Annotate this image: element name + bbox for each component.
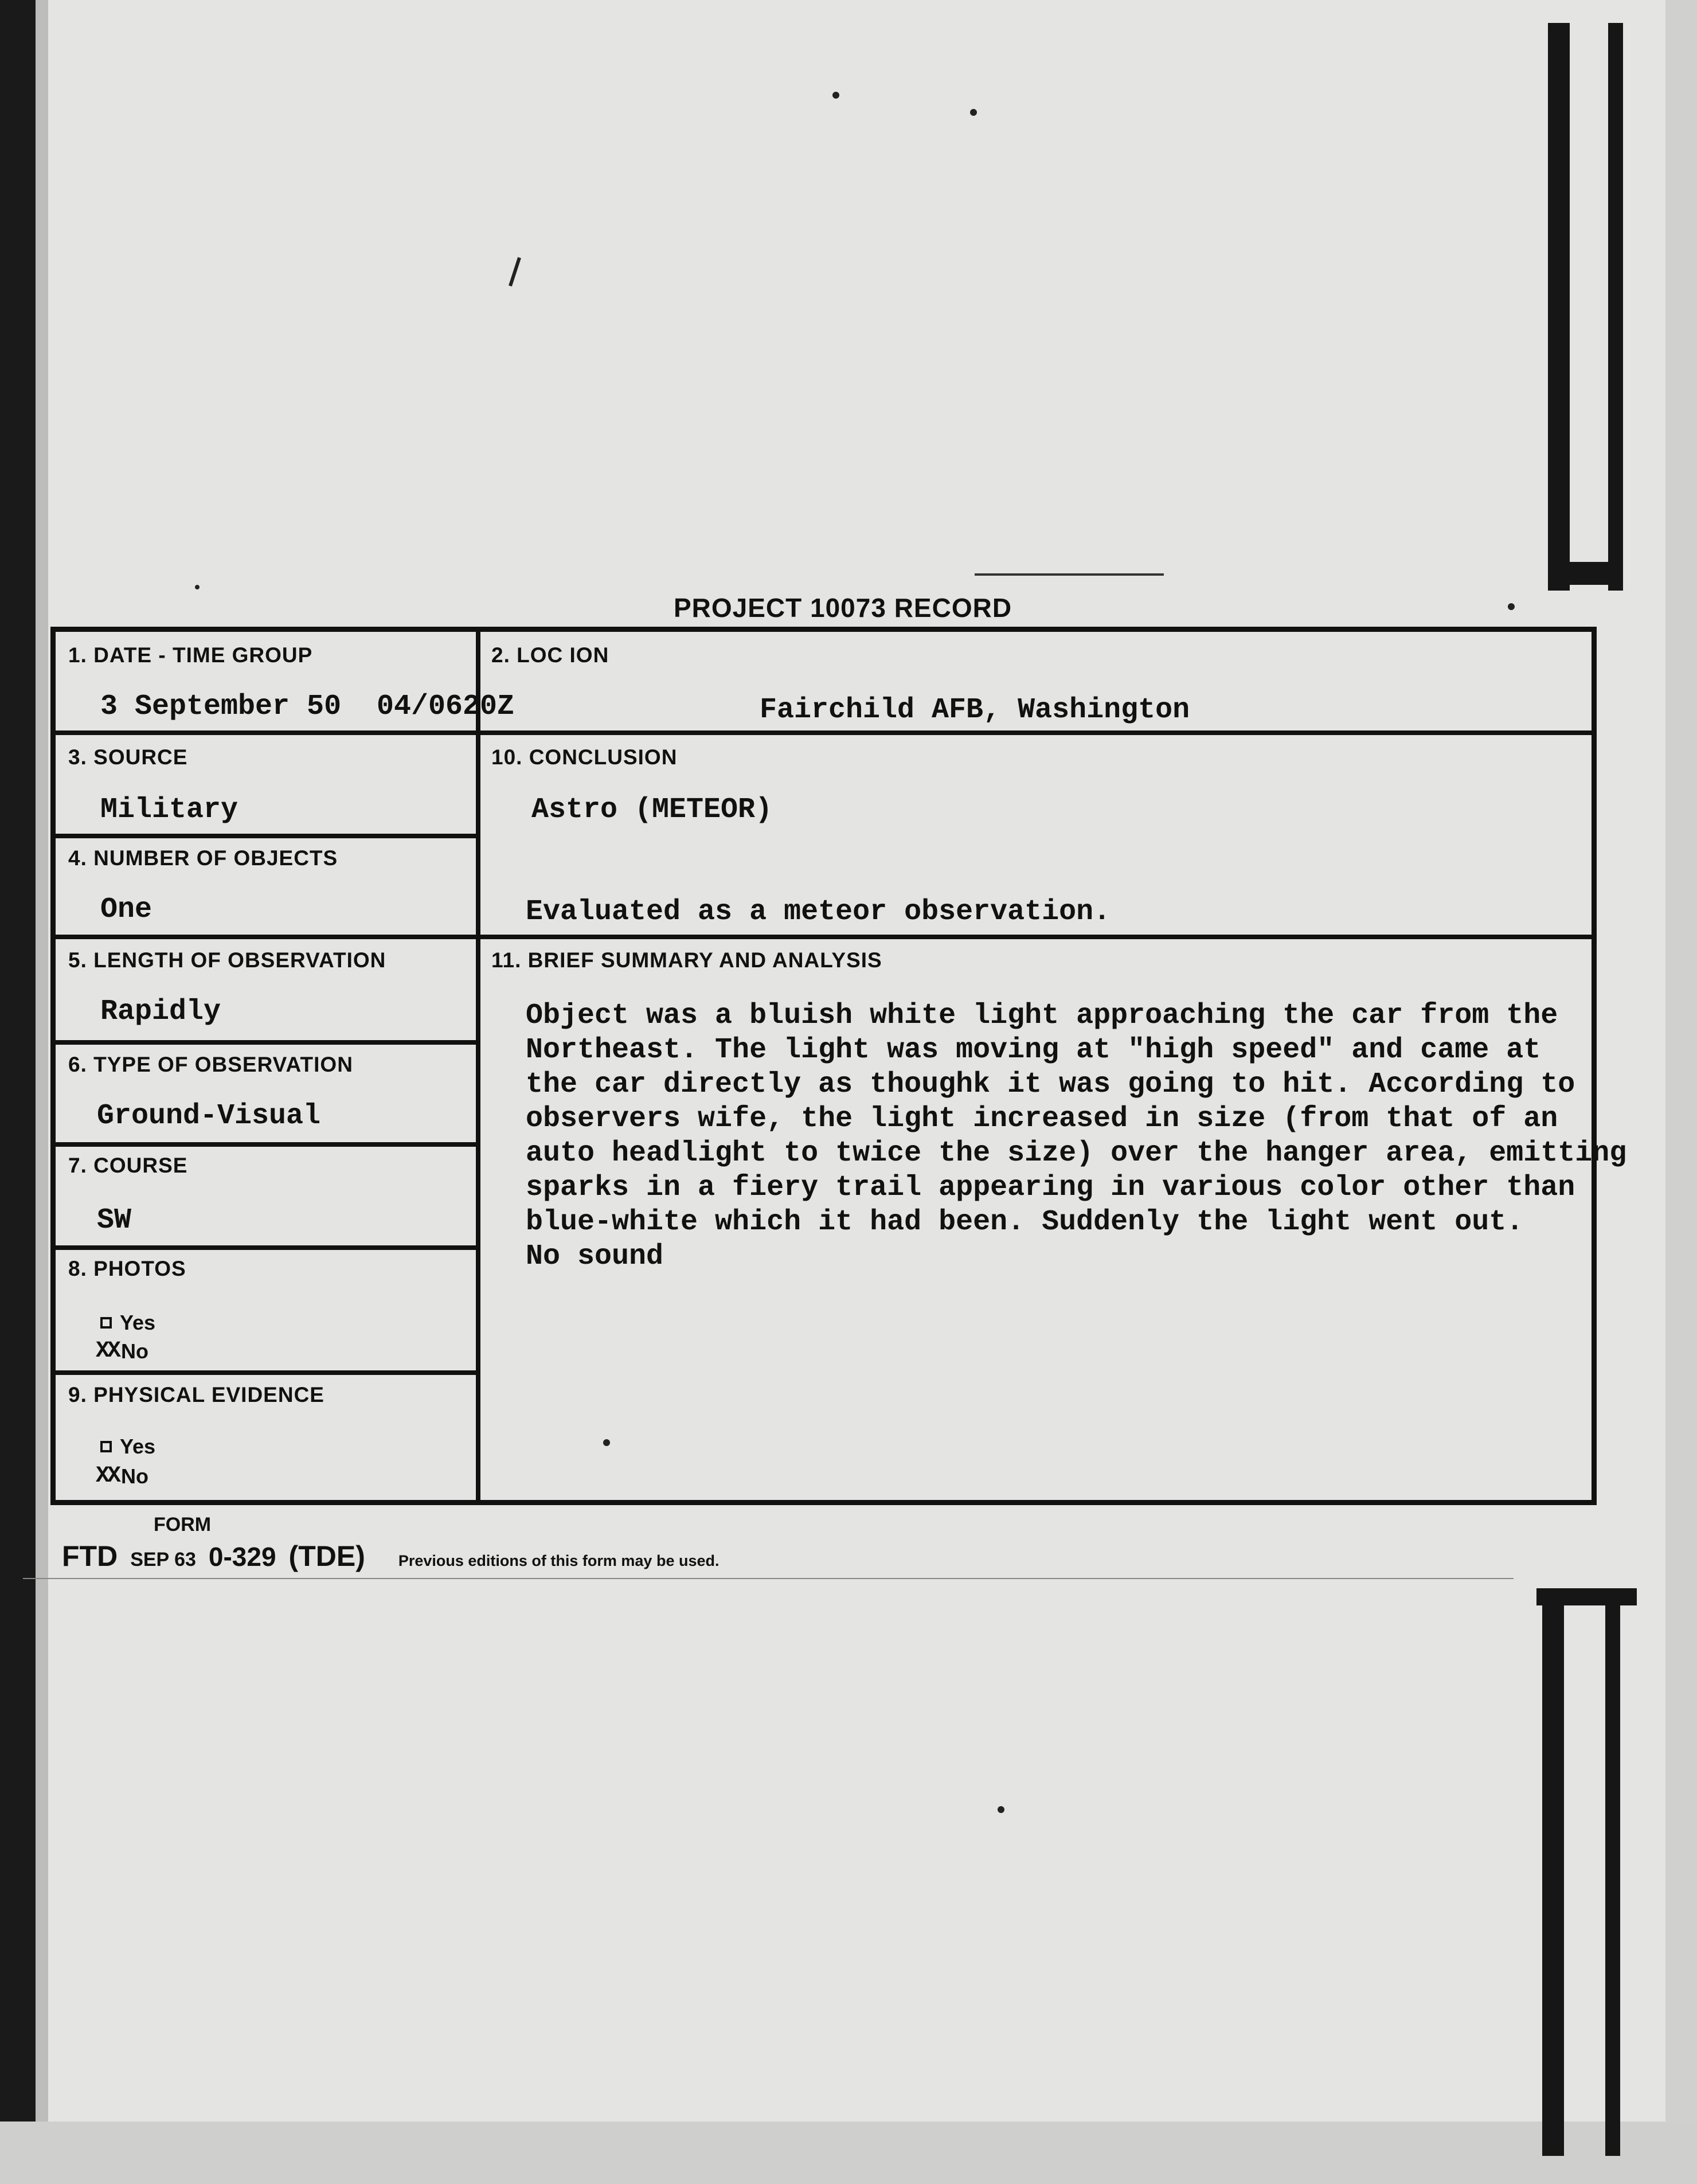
date-time-group-label: 1. DATE - TIME GROUP [68,643,313,667]
scan-line [23,1578,1514,1579]
physical-evidence-no-option[interactable] [96,1463,148,1489]
project-record-form [50,627,1627,1505]
time-value: 04/0620Z [377,690,515,723]
physical-evidence-yes-option[interactable] [100,1435,155,1459]
row-divider [56,1245,478,1250]
summary-label: 11. BRIEF SUMMARY AND ANALYSIS [491,948,882,972]
speck [832,92,839,99]
photos-no-option[interactable] [96,1338,148,1364]
type-of-observation-value: Ground-Visual [97,1100,321,1132]
row-divider [56,1040,478,1045]
course-value: SW [97,1204,132,1237]
footer-form-number: 0-329 [208,1542,276,1572]
summary-text [526,999,1627,1274]
binder-clip-bottom-inner [1605,1588,1620,2156]
checkbox-empty-icon [100,1317,112,1329]
form-footer [62,1540,719,1573]
summary-line: auto headlight to twice the size) over the hanger area, emitting [526,1137,1627,1170]
footer-date-code: SEP 63 [130,1549,196,1570]
row-divider [56,1370,478,1375]
form-title: PROJECT 10073 RECORD [673,593,1012,623]
photos-label: 8. PHOTOS [68,1257,186,1280]
summary-line: sparks in a fiery trail appearing in various color other than [526,1171,1575,1204]
number-of-objects-value: One [100,893,153,926]
photos-yes-label: Yes [120,1311,156,1334]
photos-no-label: No [121,1339,149,1363]
photos-yes-option[interactable] [100,1311,155,1335]
speck [195,585,200,589]
binder-clip-bottom [1542,1588,1564,2156]
number-of-objects-label: 4. NUMBER OF OBJECTS [68,846,338,870]
summary-line: No sound [526,1240,664,1273]
scan-line [975,573,1164,576]
pen-mark [509,257,521,286]
row-divider [56,935,1592,939]
binder-clip-top-base [1548,562,1623,585]
type-of-observation-label: 6. TYPE OF OBSERVATION [68,1053,353,1076]
summary-line: Object was a bluish white light approaching the car from the [526,999,1558,1032]
summary-line: blue-white which it had been. Suddenly the light went out. [526,1206,1524,1238]
conclusion-value: Astro (METEOR) [531,794,773,826]
summary-line: Northeast. The light was moving at "high speed" and came at [526,1034,1541,1066]
row-divider [56,1142,478,1147]
conclusion-label: 10. CONCLUSION [491,745,678,769]
footer-previous-editions: Previous editions of this form may be used. [398,1552,720,1569]
speck [1508,603,1515,610]
speck [970,109,977,116]
location-label: 2. LOC ION [491,643,609,667]
scan-left-edge [0,0,36,2184]
footer-dept: (TDE) [288,1540,365,1572]
scan-left-shadow [36,0,48,2184]
scan-right-edge [1665,0,1697,2184]
binder-clip-bottom-top [1536,1588,1637,1605]
physical-evidence-label: 9. PHYSICAL EVIDENCE [68,1383,324,1406]
checkbox-x-mark-icon: XX [96,1338,119,1364]
course-label: 7. COURSE [68,1154,188,1177]
physical-evidence-no-label: No [121,1464,149,1488]
column-divider [476,632,480,1500]
location-value: Fairchild AFB, Washington [760,694,1190,726]
checkbox-x-mark-icon: XX [96,1463,119,1489]
summary-line: observers wife, the light increased in size (from that of an [526,1103,1558,1135]
source-label: 3. SOURCE [68,745,188,769]
binder-clip-top-inner [1608,23,1623,591]
speck [998,1806,1004,1813]
length-of-observation-label: 5. LENGTH OF OBSERVATION [68,948,386,972]
scan-bottom-band [0,2122,1697,2184]
date-value: 3 September 50 [100,690,342,723]
footer-ftd: FTD [62,1540,118,1572]
checkbox-empty-icon [100,1441,112,1452]
physical-evidence-yes-label: Yes [120,1435,156,1458]
conclusion-evaluation: Evaluated as a meteor observation. [526,896,1111,928]
row-divider [56,834,478,838]
summary-line: the car directly as thoughk it was going to hit. According to [526,1068,1575,1101]
source-value: Military [100,794,238,826]
footer-form-label: FORM [154,1514,212,1536]
binder-clip-top [1548,23,1570,591]
length-of-observation-value: Rapidly [100,995,221,1028]
row-divider [56,730,1592,735]
